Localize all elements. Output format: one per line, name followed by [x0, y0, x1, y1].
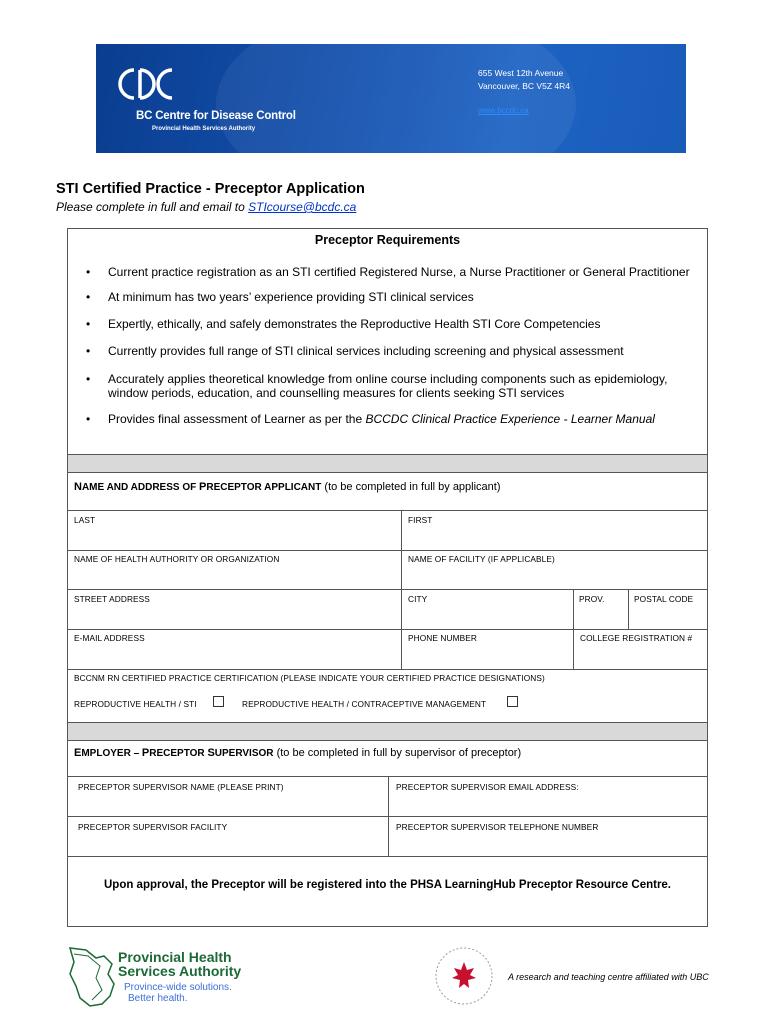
- rh-sti-checkbox[interactable]: [213, 696, 224, 707]
- supervisor-name-label: PRECEPTOR SUPERVISOR NAME (PLEASE PRINT): [78, 782, 284, 792]
- phsa-tagline: [124, 982, 232, 1004]
- heading-letter: N: [74, 481, 82, 493]
- row-divider: [68, 816, 707, 817]
- college-registration-label: COLLEGE REGISTRATION #: [580, 633, 693, 643]
- heading-text: UPERVISOR: [214, 748, 274, 759]
- postal-code-label: POSTAL CODE: [634, 594, 694, 604]
- row-divider: [68, 629, 707, 630]
- requirements-heading: Preceptor Requirements: [314, 233, 461, 247]
- city-label: CITY: [408, 594, 428, 604]
- list-item: • At minimum has two years’ experience providing STI clinical services: [86, 290, 696, 304]
- supervisor-facility-label: PRECEPTOR SUPERVISOR FACILITY: [78, 822, 228, 832]
- address-line-1: 655 West 12th Avenue: [478, 68, 564, 78]
- page-subtitle: [56, 200, 356, 214]
- heading-note: (to be completed in full by applicant): [321, 481, 501, 493]
- employer-section-heading: [74, 747, 521, 759]
- website-link[interactable]: www.bccdc.ca: [478, 106, 529, 115]
- supervisor-email-label: PRECEPTOR SUPERVISOR EMAIL ADDRESS:: [396, 782, 579, 792]
- street-address-label: STREET ADDRESS: [74, 594, 150, 604]
- email-label: E-MAIL ADDRESS: [74, 633, 145, 643]
- column-divider: [628, 589, 629, 629]
- list-item-text: Provides final assessment of Learner as per the: [108, 412, 366, 426]
- certification-label: BCCNM RN CERTIFIED PRACTICE CERTIFICATION (PLEASE INDICATE YOUR CERTIFIED PRACTICE DESIGNATIONS): [74, 673, 545, 683]
- requirements-list: [86, 265, 696, 439]
- applicant-section-heading: [74, 481, 501, 493]
- list-item: • Current practice registration as an STI certified Registered Nurse, a Nurse Practitioner or General Practitioner: [86, 265, 696, 279]
- phsa-name-line: Provincial Health: [118, 949, 232, 965]
- list-item: • Accurately applies theoretical knowledge from online course including components such as epidemiology, window periods, education, and counselling measures for clients seeking STI services: [86, 372, 696, 400]
- phsa-name-line: Services Authority: [118, 963, 242, 979]
- column-divider: [401, 510, 402, 630]
- row-divider: [68, 669, 707, 670]
- ubc-affiliation: A research and teaching centre affiliated with UBC: [508, 972, 709, 982]
- supervisor-phone-label: PRECEPTOR SUPERVISOR TELEPHONE NUMBER: [396, 822, 599, 832]
- province-label: PROV.: [579, 594, 605, 604]
- heading-letter: P: [141, 747, 150, 759]
- email-link[interactable]: STIcourse@bcdc.ca: [248, 200, 357, 214]
- heading-letter: P: [199, 481, 207, 493]
- row-divider: [68, 589, 707, 590]
- rh-sti-label: REPRODUCTIVE HEALTH / STI: [74, 699, 197, 709]
- heading-text: RECEPTOR: [149, 748, 208, 759]
- address-line-2: Vancouver, BC V5Z 4R4: [478, 81, 570, 91]
- list-item: • Expertly, ethically, and safely demonstrates the Reproductive Health STI Core Competencies: [86, 317, 696, 331]
- phsa-tagline-line: Better health.: [128, 993, 188, 1004]
- row-divider: [68, 550, 707, 551]
- phsa-tagline-line: Province-wide solutions.: [124, 982, 232, 993]
- learner-manual-title: BCCDC Clinical Practice Experience - Learner Manual: [365, 412, 655, 426]
- heading-letter: S: [207, 747, 215, 759]
- heading-note: (to be completed in full by supervisor of preceptor): [273, 747, 522, 759]
- phone-label: PHONE NUMBER: [408, 633, 477, 643]
- rh-contraceptive-checkbox[interactable]: [507, 696, 518, 707]
- heading-letter: E: [74, 747, 82, 759]
- health-authority-label: NAME OF HEALTH AUTHORITY OR ORGANIZATION: [74, 554, 280, 564]
- heading-text: RECEPTOR APPLICANT: [206, 482, 322, 493]
- page-title: STI Certified Practice - Preceptor Application: [56, 181, 365, 197]
- heading-text: MPLOYER –: [81, 748, 142, 759]
- accreditation-seal-icon: [432, 944, 496, 1008]
- list-item: [86, 412, 696, 426]
- last-name-label: LAST: [74, 515, 96, 525]
- header-banner: [96, 44, 686, 153]
- heading-text: AME AND ADDRESS OF: [81, 482, 199, 493]
- row-divider: [68, 510, 707, 511]
- rh-contraceptive-label: REPRODUCTIVE HEALTH / CONTRACEPTIVE MANAGEMENT: [242, 699, 487, 709]
- cdc-logo-icon: [116, 64, 176, 104]
- org-subtitle: Provincial Health Services Authority: [152, 126, 256, 132]
- section-divider: [68, 454, 707, 473]
- first-name-label: FIRST: [408, 515, 433, 525]
- approval-note: Upon approval, the Preceptor will be registered into the PHSA LearningHub Preceptor Resource Centre.: [103, 879, 672, 891]
- phsa-name: [118, 950, 241, 978]
- banner-swoosh: [216, 44, 576, 153]
- row-divider: [68, 856, 707, 857]
- facility-label: NAME OF FACILITY (IF APPLICABLE): [408, 554, 555, 564]
- list-item: • Currently provides full range of STI clinical services including screening and physical assessment: [86, 344, 696, 358]
- application-form: [67, 228, 708, 927]
- subtitle-text: Please complete in full and email to: [56, 200, 249, 214]
- section-divider: [68, 722, 707, 741]
- column-divider: [401, 629, 402, 669]
- org-name: BC Centre for Disease Control: [136, 110, 296, 122]
